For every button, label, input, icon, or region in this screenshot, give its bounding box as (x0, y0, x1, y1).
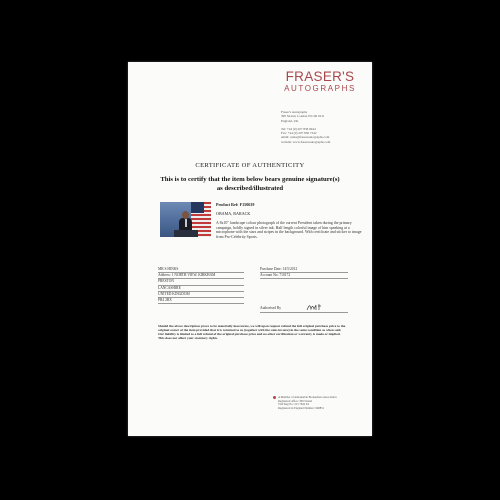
address-line: England, UK (281, 118, 299, 123)
footer-line: A Member of Antiquarian Booksellers Association (278, 395, 337, 399)
certificate-sheet (128, 62, 372, 436)
footer-line: Registered office: 399 Strand (278, 398, 312, 403)
buyer-country: UNITED KINGDOM (158, 292, 244, 298)
buyer-county: LANCASHIRE (158, 286, 244, 292)
footer-line: Registered in England Number: 948851 (278, 405, 325, 410)
product-ref (216, 202, 364, 207)
certify-statement (142, 176, 358, 193)
certificate-title: CERTIFICATE OF AUTHENTICITY (195, 162, 305, 169)
company-address (281, 110, 366, 144)
product-description: A 8x10" landscape colour photograph of the current President taken during the primary campaign, boldly signed in silver ink. Half length colorful image of him speaking at a microphone with the stars and stripes in the background. With certificate and sticker to image from Pro-Celebrity Sports. (216, 221, 362, 239)
refund-disclaimer: Should the above description prove to be materially inaccurate, we will upon request refund the full original purchase price to the original owner of the item provided that it is returned to us (together with the sales invoice) in the same condition as when sold. Our liability is limited to a full refund of the original purchase price and no other certification or warranty is made or implied. This does not affect your statutory rights. (158, 324, 346, 341)
product-details (216, 202, 364, 239)
authorised-line (260, 306, 348, 313)
address-line: Fraser's Autographs (281, 110, 308, 114)
address-line: website: www.frasersautographs.com (281, 139, 331, 144)
buyer-name: MR S HINKS (158, 267, 244, 273)
association-logo-icon (273, 396, 276, 399)
product-ref-label: Product Ref: (216, 202, 239, 207)
product-ref-value: F150639 (239, 202, 255, 207)
purchase-details (260, 267, 348, 279)
authorised-signature (306, 303, 322, 314)
account-number: Account No: 710172 (260, 273, 348, 279)
buyer-town: PRESTON (158, 279, 244, 285)
buyer-postcode: PR4 2BX (158, 298, 244, 304)
address-line: email: sales@frasersautographs.com (281, 135, 330, 140)
buyer-address: Address: 1 NORTH VIEW, KIRKHAM (158, 273, 244, 279)
footer-registration (273, 396, 365, 410)
logo-line-2: AUTOGRAPHS (284, 83, 356, 93)
frasers-logo (275, 70, 365, 93)
flag-canton (191, 202, 204, 213)
address-line: 399 Strand, London WC2R 0LX (281, 114, 325, 119)
product-name: OBAMA, BARACK (216, 211, 251, 216)
logo-line-1: FRASER'S (285, 69, 355, 84)
address-line: Tel: +44 (0) 207 836 8444 (281, 126, 316, 131)
address-line: Fax: +44 (0) 207 836 7342 (281, 131, 317, 136)
footer-line: VAT Reg No: 215 7642 94 (278, 402, 309, 407)
purchase-date: Purchase Date: 14/5/2012 (260, 267, 348, 273)
authorised-label: Authorised By (260, 306, 282, 310)
certify-line-2: as described/illustrated (216, 184, 284, 192)
podium (174, 230, 198, 237)
certify-line-1: This is to certify that the item below bears genuine signature(s) (160, 176, 340, 183)
product-photo (160, 202, 211, 237)
buyer-details (158, 267, 244, 304)
